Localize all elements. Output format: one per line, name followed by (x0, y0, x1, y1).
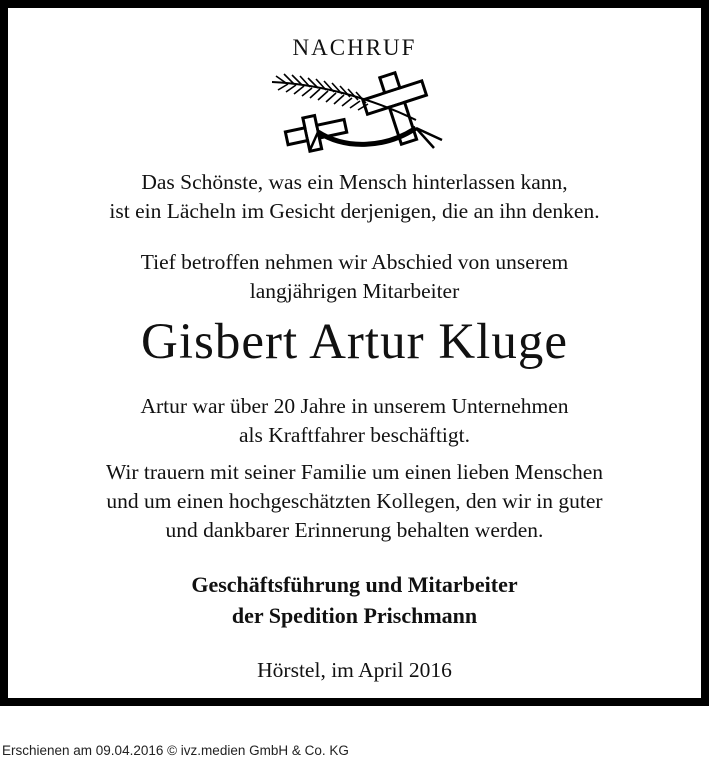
intro-line: langjährigen Mitarbeiter (249, 279, 460, 303)
signers (16, 569, 693, 631)
mourning-text (16, 458, 693, 545)
quote-line: ist ein Lächeln im Gesicht derjenigen, die an ihn denken. (109, 199, 600, 223)
tenure-text (16, 392, 693, 450)
intro-line: Tief betroffen nehmen wir Abschied von unserem (140, 250, 569, 274)
mourning-line: Wir trauern mit seiner Familie um einen lieben Menschen (105, 460, 604, 484)
notice-heading: NACHRUF (292, 35, 417, 60)
memorial-quote (16, 168, 693, 226)
quote-line: Das Schönste, was ein Mensch hinterlassen kann, (141, 170, 568, 194)
place-date: Hörstel, im April 2016 (257, 658, 452, 682)
cross-with-palm-branch-icon (266, 70, 456, 154)
mourning-line: und dankbarer Erinnerung behalten werden. (165, 518, 544, 542)
tenure-line: Artur war über 20 Jahre in unserem Unternehmen (140, 394, 569, 418)
signer-line: Geschäftsführung und Mitarbeiter (191, 572, 518, 597)
publication-note: Erschienen am 09.04.2016 © ivz.medien GmbH & Co. KG (2, 743, 349, 758)
mourning-line: und um einen hochgeschätzten Kollegen, den wir in guter (106, 489, 603, 513)
signer-line: der Spedition Prischmann (231, 603, 478, 628)
farewell-intro (16, 248, 693, 306)
deceased-name: Gisbert Artur Kluge (141, 314, 568, 370)
tenure-line: als Kraftfahrer beschäftigt. (238, 423, 470, 447)
